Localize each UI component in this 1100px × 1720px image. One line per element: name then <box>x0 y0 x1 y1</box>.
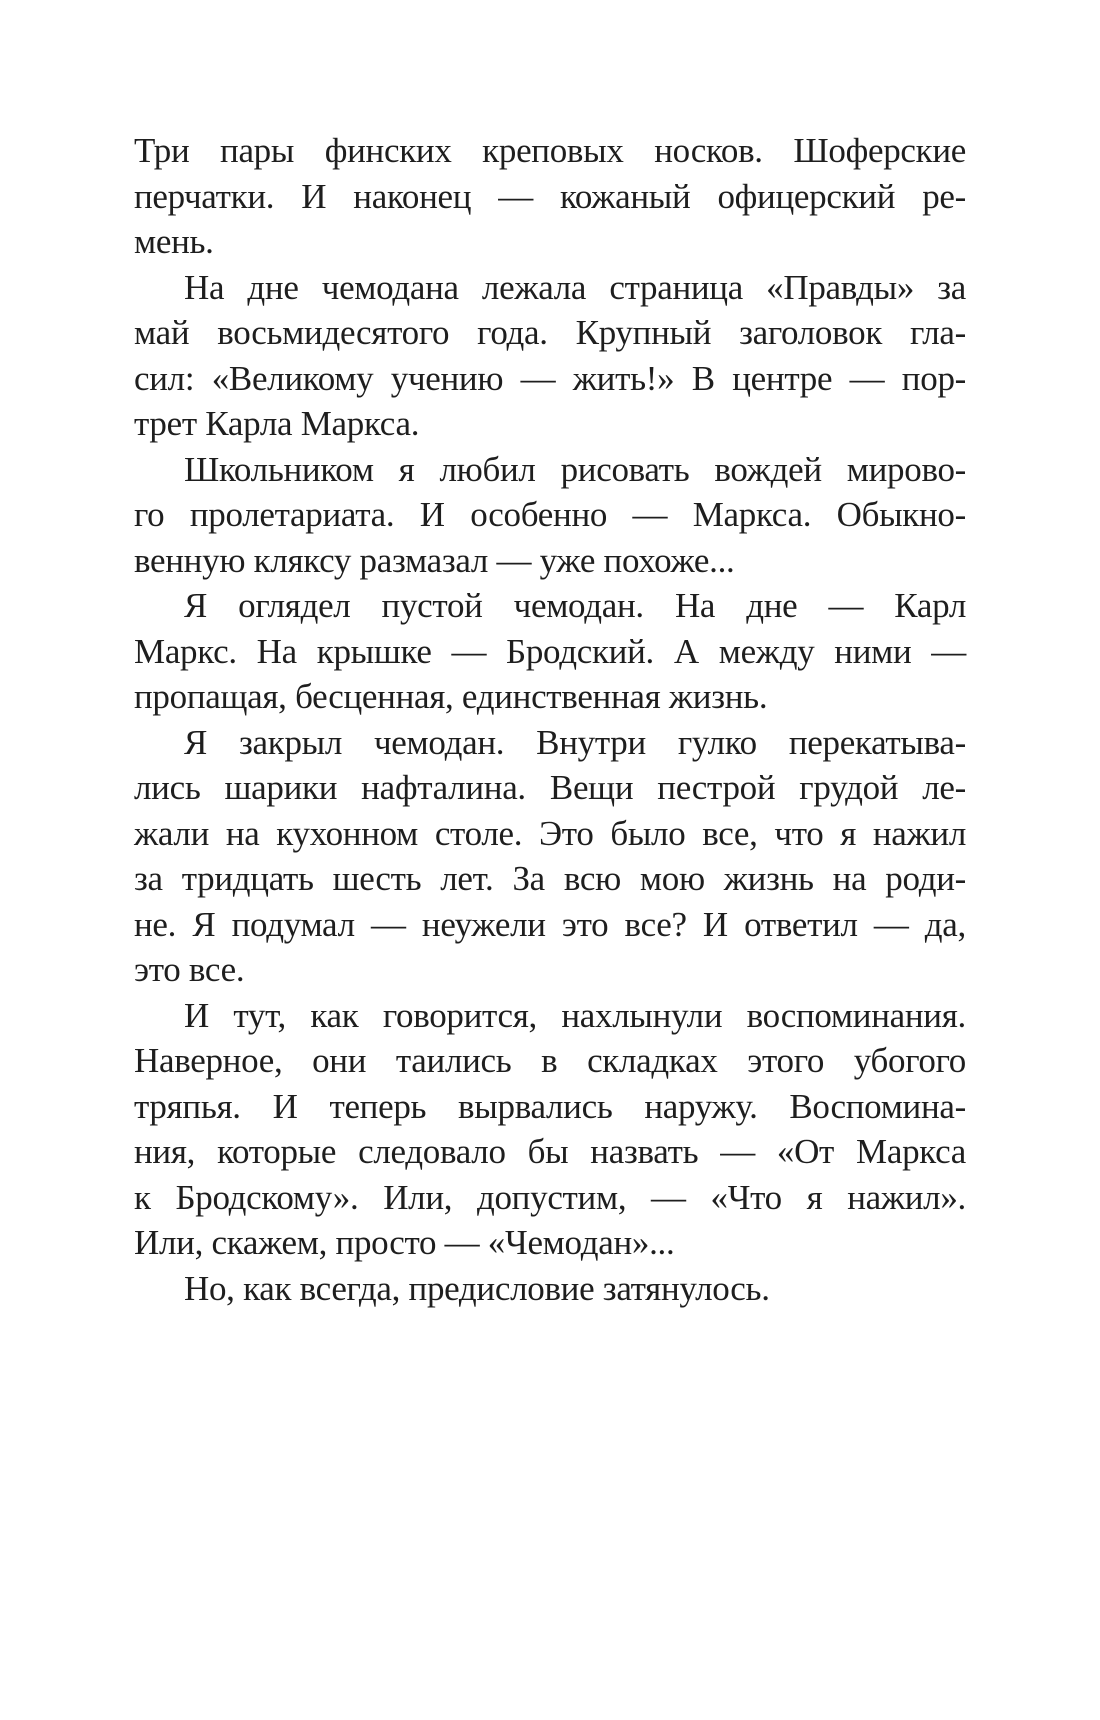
text-line: Я закрыл чемодан. Внутри гулко перекатыва- <box>184 722 966 762</box>
text-line: Маркс. На крышке — Бродский. А между ними — <box>134 631 966 671</box>
text-line: Школьником я любил рисовать вождей мирово- <box>184 449 966 489</box>
text-line: это все. <box>134 950 245 989</box>
text-line: го пролетариата. И особенно — Маркса. Обыкно- <box>134 495 966 534</box>
paragraph <box>134 1266 966 1312</box>
text-line: май восьмидесятого года. Крупный заголовок гла- <box>134 313 966 352</box>
text-line: Наверное, они таились в складках этого убогого <box>134 1041 966 1080</box>
text-line: венную кляксу размазал — уже похоже... <box>134 540 735 580</box>
text-line: Я оглядел пустой чемодан. На дне — Карл <box>184 586 966 625</box>
paragraph <box>134 128 966 265</box>
paragraph <box>134 265 966 447</box>
text-line: трет Карла Маркса. <box>134 404 420 443</box>
text-line: к Бродскому». Или, допустим, — «Что я нажил». <box>134 1177 966 1217</box>
book-page <box>134 128 966 1311</box>
text-line: ния, которые следовало бы назвать — «От Маркса <box>134 1132 966 1171</box>
text-line: На дне чемодана лежала страница «Правды» за <box>184 267 966 307</box>
text-line: тряпья. И теперь вырвались наружу. Воспомина- <box>134 1086 966 1126</box>
text-line: лись шарики нафталина. Вещи пестрой грудой ле- <box>134 768 966 807</box>
text-line: перчатки. И наконец — кожаный офицерский ре- <box>134 176 966 216</box>
text-line: мень. <box>134 222 214 261</box>
paragraph <box>134 720 966 993</box>
text-line: И тут, как говорится, нахлынули воспоминания. <box>184 995 966 1035</box>
paragraph <box>134 583 966 720</box>
paragraph <box>134 993 966 1266</box>
text-line: за тридцать шесть лет. За всю мою жизнь на роди- <box>134 859 966 898</box>
paragraph <box>134 447 966 584</box>
text-line: сил: «Великому учению — жить!» В центре — пор- <box>134 358 966 398</box>
text-line: Три пары финских креповых носков. Шоферские <box>134 131 966 170</box>
text-line: пропащая, бесценная, единственная жизнь. <box>134 677 768 716</box>
text-line: жали на кухонном столе. Это было все, что я нажил <box>134 813 966 853</box>
text-line: Или, скажем, просто — «Чемодан»... <box>134 1223 675 1262</box>
text-line: Но, как всегда, предисловие затянулось. <box>184 1268 770 1308</box>
text-line: не. Я подумал — неужели это все? И ответил — да, <box>134 904 966 944</box>
